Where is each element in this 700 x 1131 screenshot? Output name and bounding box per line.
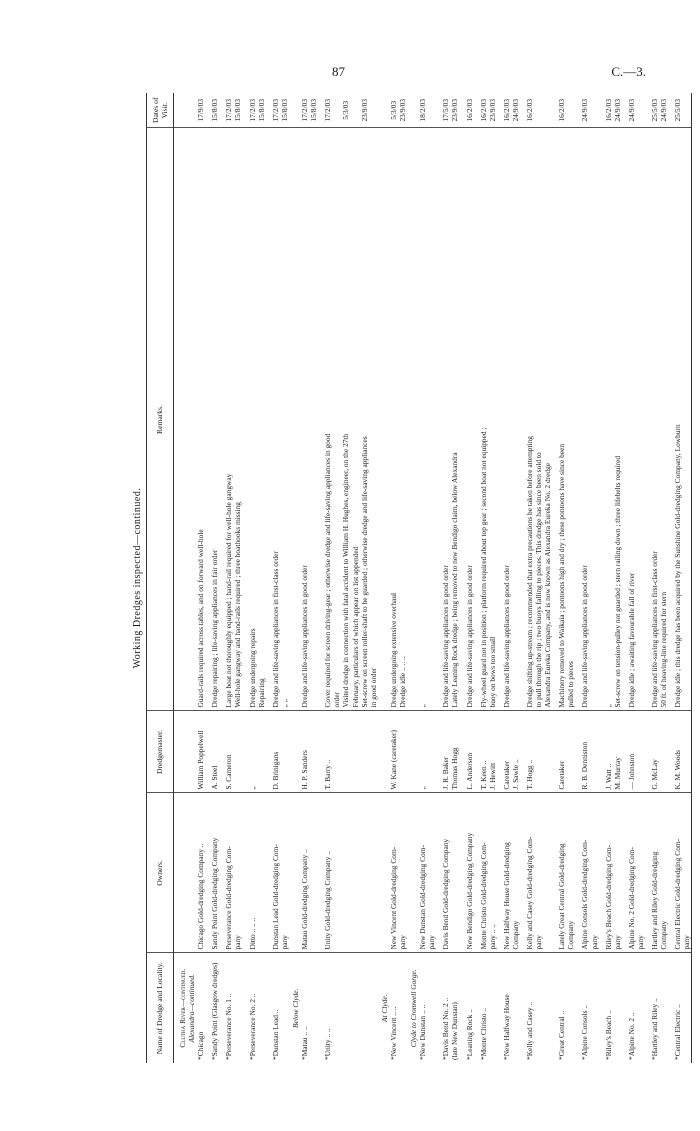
cell-owner: pany xyxy=(682,793,692,953)
cell-owner xyxy=(543,793,552,953)
cell-remarks xyxy=(590,128,599,711)
river-name: Clutha River—continued. xyxy=(178,968,187,1048)
cell-remarks xyxy=(309,128,318,711)
cell-name: *Alpine Consols .. xyxy=(580,1004,590,1060)
cell-dredgemaster xyxy=(341,711,350,793)
cell-dredgemaster: „ xyxy=(243,711,257,793)
cell-dredgemaster: D. Brinigans xyxy=(266,711,280,793)
cell-date: 23/9/03 xyxy=(450,93,459,128)
cell-dredgemaster xyxy=(543,711,552,793)
cell-owner: pany xyxy=(427,793,436,953)
cell-remarks: Cover required for screen driving-gear ; otherwise dredge and life-saving appliances in good xyxy=(318,128,332,711)
cell-remarks: Dredge idle .. .. .. xyxy=(398,128,407,711)
cell-name xyxy=(636,953,645,1063)
table-row xyxy=(636,93,645,1063)
cell-dredgemaster xyxy=(566,711,575,793)
cell-name xyxy=(398,953,407,1063)
table-row xyxy=(659,93,668,1063)
cell-date: 15/8/03 xyxy=(233,93,242,128)
cell-name: *Unity .. .. xyxy=(323,1028,333,1060)
river-heading xyxy=(174,953,197,1063)
cell-dredgemaster: J. Sawle .. xyxy=(511,711,520,793)
cell-date: 24/9/03 xyxy=(511,93,520,128)
table-row xyxy=(450,93,459,1063)
cell-dredgemaster xyxy=(257,711,266,793)
table-row xyxy=(552,93,566,1063)
cell-owner: Hartley and Riley Gold-dredging xyxy=(645,793,659,953)
cell-owner: Kelly and Casey Gold-dredging Com- xyxy=(520,793,534,953)
cell-dredgemaster xyxy=(280,711,289,793)
header-owners: Owners. xyxy=(147,793,174,953)
cell-remarks: Fly-wheel guard not in position ; platform required about top gear ; second boat not equipped ; xyxy=(474,128,488,711)
cell-date xyxy=(332,93,341,128)
cell-date xyxy=(543,93,552,128)
cell-dredgemaster xyxy=(332,711,341,793)
section-heading-row xyxy=(407,93,418,1063)
cell-owner xyxy=(309,793,318,953)
cell-dredgemaster: S. Cameron xyxy=(219,711,233,793)
cell-owner xyxy=(351,793,360,953)
cell-remarks: „ xyxy=(418,128,427,711)
cell-owner: Central Electric Gold-dredging Com- xyxy=(668,793,682,953)
cell-owner: Lately Great Central Gold-dredging xyxy=(552,793,566,953)
cell-remarks: Dredge shifting up-stream ; recommended that extra precautions be taken before attempting xyxy=(520,128,534,711)
cell-name xyxy=(360,953,369,1063)
table-row xyxy=(360,93,369,1063)
cell-date xyxy=(590,93,599,128)
table-row xyxy=(266,93,280,1063)
cell-owner: Unity Gold-dredging Company .. xyxy=(318,793,332,953)
cell-dredgemaster: L. Anderson xyxy=(460,711,474,793)
header-dates: Dates of Visit. xyxy=(147,93,174,128)
cell-date: 15/8/03 xyxy=(280,93,289,128)
cell-date: 24/9/03 xyxy=(575,93,589,128)
cell-dredgemaster: K. M. Woods xyxy=(668,711,682,793)
table-row xyxy=(534,93,543,1063)
cell-remarks: Alexandra Eureka Company, and is now known as Alexandra Eureka No. 2 dredge xyxy=(543,128,552,711)
cell-name: *Great Central .. xyxy=(557,1010,567,1060)
cell-name: *Central Electric .. xyxy=(673,1004,683,1060)
cell-remarks: Visited dredge in connection with fatal accident to William H. Hughes, engineer, on the 27th xyxy=(341,128,350,711)
cell-name: *Chicago xyxy=(196,1031,206,1060)
table-row xyxy=(668,93,682,1063)
cell-name xyxy=(257,953,266,1063)
cell-owner: pany xyxy=(534,793,543,953)
cell-dredgemaster: T. Hogg .. xyxy=(520,711,534,793)
rotated-table-page xyxy=(132,93,692,1063)
cell-owner: Company xyxy=(566,793,575,953)
cell-remarks: Repairing xyxy=(257,128,266,711)
cell-owner xyxy=(332,793,341,953)
table-row xyxy=(309,93,318,1063)
cell-dredgemaster: T. Keen .. xyxy=(474,711,488,793)
cell-remarks: „ xyxy=(599,128,613,711)
cell-owner: New Dunstan Gold-dredging Com- xyxy=(418,793,427,953)
cell-remarks xyxy=(682,128,692,711)
cell-date: 5/3/03 xyxy=(389,93,398,128)
table-row xyxy=(389,93,398,1063)
table-row xyxy=(219,93,233,1063)
cell-owner: New Vincent Gold-dredging Com- xyxy=(389,793,398,953)
cell-name xyxy=(427,953,436,1063)
river-heading-row xyxy=(174,93,197,1063)
cell-name xyxy=(590,953,599,1063)
table-row xyxy=(543,93,552,1063)
table-row xyxy=(318,93,332,1063)
cell-owner: pany xyxy=(636,793,645,953)
table-row xyxy=(280,93,289,1063)
cell-dredgemaster xyxy=(398,711,407,793)
document-reference: C.—3. xyxy=(611,64,646,79)
cell-remarks: February, particulars of which appear on list appended xyxy=(351,128,360,711)
cell-date xyxy=(369,93,378,128)
cell-date: 15/8/03 xyxy=(257,93,266,128)
cell-name xyxy=(351,953,360,1063)
cell-dredgemaster: Caretaker xyxy=(552,711,566,793)
cell-name: *Leaning Rock .. xyxy=(464,1009,474,1060)
cell-dredgemaster xyxy=(360,711,369,793)
cell-name: *New Halfway House xyxy=(501,994,511,1060)
cell-owner: Sandy Point Gold-dredging Company xyxy=(205,793,219,953)
cell-name xyxy=(511,953,520,1063)
cell-date: 5/3/03 xyxy=(341,93,350,128)
cell-remarks: Lately Leaning Rock dredge ; being removed to new Bendigo claim, below Alexandra xyxy=(450,128,459,711)
cell-date xyxy=(534,93,543,128)
cell-remarks: Large boat not thoroughly equipped ; hand-rail required for well-hole gangway xyxy=(219,128,233,711)
cell-name: *Monte Christo .. xyxy=(478,1007,488,1060)
cell-date: 16/2/03 xyxy=(552,93,566,128)
cell-remarks: „ „ xyxy=(280,128,289,711)
cell-date: 16/2/03 xyxy=(474,93,488,128)
cell-name: *Davis Bend No. 2 .. xyxy=(441,997,451,1060)
cell-date: 17/2/03 xyxy=(318,93,332,128)
cell-date: 23/9/03 xyxy=(360,93,369,128)
table-row xyxy=(511,93,520,1063)
cell-dredgemaster xyxy=(427,711,436,793)
cell-remarks: order xyxy=(332,128,341,711)
cell-dredgemaster xyxy=(309,711,318,793)
cell-date xyxy=(351,93,360,128)
cell-name: *Kelly and Casey .. xyxy=(525,1001,534,1060)
cell-owner: Company xyxy=(659,793,668,953)
section-heading: Below Clyde. xyxy=(290,988,300,1028)
cell-dredgemaster: R. B. Denniston xyxy=(575,711,589,793)
cell-owner xyxy=(450,793,459,953)
cell-dredgemaster: G. McLay xyxy=(645,711,659,793)
cell-remarks: Set-screw on tension-pulley not guarded ; stern railing down ; three lifebelts required xyxy=(613,128,622,711)
cell-remarks: Dredge and life-saving appliances in good order xyxy=(575,128,589,711)
cell-owner: Company xyxy=(511,793,520,953)
cell-name: *New Vincent .. .. xyxy=(388,1006,398,1060)
cell-remarks: Guard-rails required across tables, and on forward well-hole xyxy=(196,128,205,711)
cell-date: 17/2/03 xyxy=(300,93,309,128)
cell-dredgemaster: M. Murray xyxy=(613,711,622,793)
cell-owner: Alpine Consols Gold-dredging Com- xyxy=(575,793,589,953)
header-name: Name of Dredge and Locality. xyxy=(147,953,174,1063)
cell-date xyxy=(427,93,436,128)
cell-remarks: Set-screw on screen roller-shaft to be guarded ; otherwise dredge and life-saving appliances xyxy=(360,128,369,711)
cell-date: 16/2/03 xyxy=(460,93,474,128)
cell-owner: pany xyxy=(233,793,242,953)
cell-owner xyxy=(257,793,266,953)
cell-date: 23/9/03 xyxy=(488,93,497,128)
cell-remarks: Dredge undergoing repairs xyxy=(243,128,257,711)
cell-dredgemaster: — Johnston xyxy=(622,711,636,793)
cell-remarks xyxy=(636,128,645,711)
section-heading: At Clyde. xyxy=(379,994,389,1023)
table-row xyxy=(205,93,219,1063)
cell-name xyxy=(280,953,289,1063)
cell-owner: Dunstan Lead Gold-dredging Com- xyxy=(266,793,280,953)
cell-remarks: to pull through the rip ; two buoys falling to pieces. This dredge has since been sold to xyxy=(534,128,543,711)
table-row xyxy=(196,93,205,1063)
table-row xyxy=(427,93,436,1063)
cell-dredgemaster xyxy=(682,711,692,793)
cell-dredgemaster: William Poppelwell xyxy=(196,711,205,793)
cell-owner xyxy=(360,793,369,953)
cell-owner: pany xyxy=(280,793,289,953)
cell-name xyxy=(682,953,692,1063)
cell-dredgemaster: W. Kane (caretaker) xyxy=(389,711,398,793)
cell-owner: Ditto .. .. .. xyxy=(243,793,257,953)
cell-date: 25/5/03 xyxy=(668,93,682,128)
cell-owner: New Halfway House Gold-dredging xyxy=(497,793,511,953)
section-heading-row xyxy=(378,93,389,1063)
cell-name xyxy=(566,953,575,1063)
cell-name: *Riley's Beach .. xyxy=(603,1010,613,1060)
section-heading: Clyde to Cromwell Gorge. xyxy=(409,969,419,1048)
cell-date xyxy=(682,93,692,128)
cell-date: 15/8/03 xyxy=(205,93,219,128)
cell-remarks: Dredge and life-saving appliances in good order xyxy=(436,128,450,711)
cell-name: *Dunstan Lead .. xyxy=(270,1009,280,1060)
cell-owner: pany xyxy=(398,793,407,953)
table-row xyxy=(645,93,659,1063)
cell-name: *Perseverance No. 1 .. xyxy=(224,993,234,1060)
page-number: 87 xyxy=(332,64,345,79)
table-row xyxy=(488,93,497,1063)
cell-date: 17/2/03 xyxy=(243,93,257,128)
cell-owner: Matau Gold-dredging Company .. xyxy=(300,793,309,953)
table-row xyxy=(369,93,378,1063)
cell-date: 16/2/03 xyxy=(520,93,534,128)
cell-name xyxy=(659,953,668,1063)
cell-name xyxy=(341,953,350,1063)
cell-remarks: Dredge undergoing extensive overhaul xyxy=(389,128,398,711)
cell-remarks: in good order xyxy=(369,128,378,711)
cell-remarks: 50 ft. of heaving-line required for stern xyxy=(659,128,668,711)
section-heading-row xyxy=(289,93,300,1063)
table-row xyxy=(590,93,599,1063)
cell-remarks: Dredge and life-saving appliances in first-class order xyxy=(266,128,280,711)
cell-name: *Matau .. .. xyxy=(300,1026,310,1060)
cell-owner: Davis Bend Gold-dredging Company xyxy=(436,793,450,953)
cell-dredgemaster: J. R. Baker xyxy=(436,711,450,793)
cell-owner: pany .. .. xyxy=(488,793,497,953)
cell-date: 24/9/03 xyxy=(659,93,668,128)
cell-dredgemaster xyxy=(369,711,378,793)
header-remarks: Remarks. xyxy=(147,128,174,711)
table-row xyxy=(520,93,534,1063)
table-row xyxy=(257,93,266,1063)
cell-dredgemaster xyxy=(351,711,360,793)
dredges-table xyxy=(146,93,692,1063)
cell-remarks: Dredge and life-saving appliances in first-class order xyxy=(645,128,659,711)
cell-name xyxy=(369,953,378,1063)
cell-owner: New Bendigo Gold-dredging Company xyxy=(460,793,474,953)
cell-remarks: Well-hole gangway and hand-rails required ; three boathooks missing xyxy=(233,128,242,711)
cell-remarks: Dredge and life-saving appliances in good order xyxy=(497,128,511,711)
cell-name xyxy=(332,953,341,1063)
cell-date xyxy=(636,93,645,128)
cell-remarks xyxy=(511,128,520,711)
cell-date: 24/9/03 xyxy=(622,93,636,128)
cell-date: 15/8/03 xyxy=(309,93,318,128)
table-row xyxy=(398,93,407,1063)
table-row xyxy=(682,93,692,1063)
table-row xyxy=(566,93,575,1063)
river-subheading: Alexandra—continued. xyxy=(187,974,197,1043)
header-row xyxy=(147,93,174,1063)
cell-name: *New Dunstan .. .. xyxy=(418,1004,428,1060)
cell-date: 16/2/03 xyxy=(599,93,613,128)
cell-dredgemaster: T. Barry .. xyxy=(318,711,332,793)
table-row xyxy=(622,93,636,1063)
cell-dredgemaster: H. P. Sanders xyxy=(300,711,309,793)
cell-dredgemaster: A. Steel xyxy=(205,711,219,793)
cell-remarks xyxy=(427,128,436,711)
cell-owner: Perseverance Gold-dredging Com- xyxy=(219,793,233,953)
cell-date: 25/5/03 xyxy=(645,93,659,128)
cell-owner: Chicago Gold-dredging Company .. xyxy=(196,793,205,953)
cell-dredgemaster: J. Watt .. xyxy=(599,711,613,793)
cell-name xyxy=(543,953,552,1063)
cell-remarks: Machinery removed to Waikaia ; pontoons high and dry ; these pontoons have since been xyxy=(552,128,566,711)
table-caption: Working Dredges inspected—continued. xyxy=(132,487,143,669)
table-row xyxy=(243,93,257,1063)
cell-dredgemaster xyxy=(659,711,668,793)
table-row xyxy=(613,93,622,1063)
table-row xyxy=(575,93,589,1063)
cell-name xyxy=(488,953,497,1063)
cell-date: 23/9/03 xyxy=(398,93,407,128)
table-row xyxy=(341,93,350,1063)
cell-dredgemaster: Caretaker xyxy=(497,711,511,793)
table-row xyxy=(300,93,309,1063)
cell-owner: Monte Christo Gold-dredging Com- xyxy=(474,793,488,953)
cell-owner xyxy=(341,793,350,953)
cell-name xyxy=(613,953,622,1063)
table-row xyxy=(418,93,427,1063)
cell-remarks: Dredge idle ; awaiting favourable fall of river xyxy=(622,128,636,711)
cell-date xyxy=(566,93,575,128)
cell-name xyxy=(309,953,318,1063)
cell-name: *Perseverance No. 2 .. xyxy=(247,993,257,1060)
cell-name: *Sandy Point (Glasgow dredges) xyxy=(210,962,220,1060)
table-row xyxy=(351,93,360,1063)
cell-date: 18/2/03 xyxy=(418,93,427,128)
cell-owner xyxy=(369,793,378,953)
cell-owner: pany xyxy=(613,793,622,953)
table-row xyxy=(233,93,242,1063)
table-row xyxy=(497,93,511,1063)
cell-dredgemaster xyxy=(590,711,599,793)
cell-name: (late New Dunstan) xyxy=(450,1002,460,1060)
cell-date: 17/9/03 xyxy=(196,93,205,128)
cell-owner: Riley's Beach Gold-dredging Com- xyxy=(599,793,613,953)
cell-remarks: pulled to pieces xyxy=(566,128,575,711)
table-row xyxy=(474,93,488,1063)
cell-remarks: Dredge and life-saving appliances in good order xyxy=(300,128,309,711)
cell-date: 16/2/03 xyxy=(497,93,511,128)
table-body xyxy=(174,93,692,1063)
cell-name xyxy=(534,953,543,1063)
cell-remarks: buoy on bows too small xyxy=(488,128,497,711)
table-row xyxy=(332,93,341,1063)
cell-owner: pany xyxy=(590,793,599,953)
cell-dredgemaster: „ xyxy=(418,711,427,793)
cell-name: *Alpine No. 2 .. xyxy=(626,1012,636,1060)
cell-dredgemaster: Thomas Hogg xyxy=(450,711,459,793)
table-row xyxy=(436,93,450,1063)
cell-remarks: Dredge and life-saving appliances in good order xyxy=(460,128,474,711)
table-row xyxy=(460,93,474,1063)
header-dredgemaster: Dredgemaster. xyxy=(147,711,174,793)
table-row xyxy=(599,93,613,1063)
cell-dredgemaster xyxy=(636,711,645,793)
cell-remarks: Dredge idle ; this dredge has been acquired by the Sunshine Gold-dredging Company, Lowburn xyxy=(668,128,682,711)
cell-dredgemaster xyxy=(233,711,242,793)
cell-remarks: Dredge repairing ; life-saving appliances in fair order xyxy=(205,128,219,711)
cell-name xyxy=(233,953,242,1063)
cell-name: *Hartley and Riley .. xyxy=(650,998,660,1060)
cell-dredgemaster: J. Hewitt xyxy=(488,711,497,793)
cell-date: 17/5/03 xyxy=(436,93,450,128)
cell-owner: Alpine No. 2 Gold-dredging Com- xyxy=(622,793,636,953)
cell-dredgemaster xyxy=(534,711,543,793)
cell-date: 17/2/03 xyxy=(219,93,233,128)
cell-date: 17/2/03 xyxy=(266,93,280,128)
cell-date: 24/9/03 xyxy=(613,93,622,128)
